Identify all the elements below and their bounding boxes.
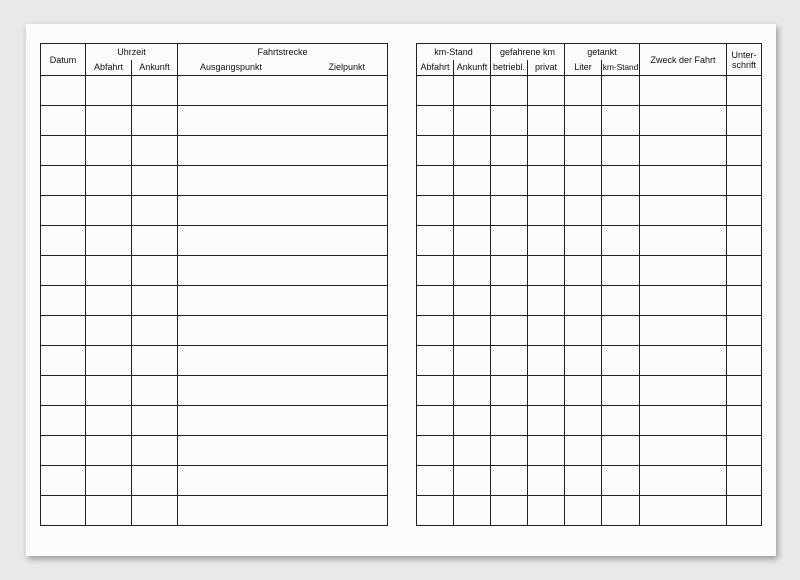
- purpose-cell[interactable]: [640, 166, 727, 196]
- signature-cell[interactable]: [727, 406, 762, 436]
- odometer-end-cell[interactable]: [454, 496, 491, 526]
- fuel-odometer-cell[interactable]: [602, 496, 640, 526]
- route-cell[interactable]: [178, 436, 388, 466]
- arrival-time-cell[interactable]: [132, 196, 178, 226]
- odometer-header: km-Stand: [417, 44, 491, 60]
- date-cell[interactable]: [41, 406, 86, 436]
- private-km-cell[interactable]: [528, 376, 565, 406]
- date-cell[interactable]: [41, 316, 86, 346]
- date-cell[interactable]: [41, 496, 86, 526]
- origin-header: Ausgangspunkt: [178, 60, 283, 76]
- arrival-time-cell[interactable]: [132, 106, 178, 136]
- date-cell[interactable]: [41, 466, 86, 496]
- odometer-start-cell[interactable]: [417, 466, 454, 496]
- date-cell[interactable]: [41, 226, 86, 256]
- right-entry-row: [417, 406, 762, 436]
- arrival-time-cell[interactable]: [132, 256, 178, 286]
- business-km-cell[interactable]: [491, 346, 528, 376]
- route-cell[interactable]: [178, 316, 388, 346]
- purpose-cell[interactable]: [640, 376, 727, 406]
- liters-cell[interactable]: [565, 166, 602, 196]
- purpose-cell[interactable]: [640, 286, 727, 316]
- fuel-odometer-cell[interactable]: [602, 376, 640, 406]
- right-entry-row: [417, 286, 762, 316]
- route-cell[interactable]: [178, 286, 388, 316]
- odometer-start-cell[interactable]: [417, 316, 454, 346]
- date-cell[interactable]: [41, 166, 86, 196]
- route-cell[interactable]: [178, 196, 388, 226]
- fuel-odometer-cell[interactable]: [602, 256, 640, 286]
- signature-cell[interactable]: [727, 436, 762, 466]
- right-entry-row: [417, 436, 762, 466]
- private-km-cell[interactable]: [528, 76, 565, 106]
- liters-cell[interactable]: [565, 226, 602, 256]
- left-entry-row: [41, 226, 388, 256]
- odometer-start-cell[interactable]: [417, 76, 454, 106]
- arrival-time-cell[interactable]: [132, 496, 178, 526]
- signature-cell[interactable]: [727, 106, 762, 136]
- business-km-cell[interactable]: [491, 196, 528, 226]
- odometer-end-cell[interactable]: [454, 106, 491, 136]
- distance-header: gefahrene km: [491, 44, 565, 60]
- liters-cell[interactable]: [565, 106, 602, 136]
- destination-header: Zielpunkt: [283, 60, 388, 76]
- right-entry-row: [417, 76, 762, 106]
- fuel-odometer-cell[interactable]: [602, 226, 640, 256]
- business-km-cell[interactable]: [491, 406, 528, 436]
- arrival-time-cell[interactable]: [132, 286, 178, 316]
- odometer-end-cell[interactable]: [454, 466, 491, 496]
- odometer-start-cell[interactable]: [417, 166, 454, 196]
- right-entry-row: [417, 226, 762, 256]
- route-cell[interactable]: [178, 136, 388, 166]
- signature-cell[interactable]: [727, 376, 762, 406]
- business-km-cell[interactable]: [491, 106, 528, 136]
- private-km-cell[interactable]: [528, 226, 565, 256]
- signature-cell[interactable]: [727, 316, 762, 346]
- departure-time-cell[interactable]: [86, 376, 132, 406]
- liters-cell[interactable]: [565, 376, 602, 406]
- departure-time-cell[interactable]: [86, 136, 132, 166]
- private-km-cell[interactable]: [528, 496, 565, 526]
- odometer-start-cell[interactable]: [417, 496, 454, 526]
- route-cell[interactable]: [178, 496, 388, 526]
- date-cell[interactable]: [41, 136, 86, 166]
- right-entry-row: [417, 256, 762, 286]
- purpose-header: Zweck der Fahrt: [640, 44, 727, 76]
- odometer-start-cell[interactable]: [417, 406, 454, 436]
- signature-cell[interactable]: [727, 136, 762, 166]
- departure-time-cell[interactable]: [86, 196, 132, 226]
- left-entry-row: [41, 316, 388, 346]
- left-entry-row: [41, 196, 388, 226]
- liters-cell[interactable]: [565, 196, 602, 226]
- odometer-end-cell[interactable]: [454, 226, 491, 256]
- purpose-cell[interactable]: [640, 406, 727, 436]
- fuel-header: getankt: [565, 44, 640, 60]
- odometer-end-cell[interactable]: [454, 376, 491, 406]
- liters-cell[interactable]: [565, 316, 602, 346]
- right-entry-row: [417, 196, 762, 226]
- departure-time-cell[interactable]: [86, 496, 132, 526]
- time-header: Uhrzeit: [86, 44, 178, 60]
- logbook-sheet: [26, 24, 776, 556]
- date-cell[interactable]: [41, 346, 86, 376]
- left-entry-row: [41, 466, 388, 496]
- right-entry-row: [417, 496, 762, 526]
- signature-cell[interactable]: [727, 346, 762, 376]
- fuel-odometer-cell[interactable]: [602, 196, 640, 226]
- fuel-odometer-cell[interactable]: [602, 436, 640, 466]
- fuel-odometer-cell[interactable]: [602, 166, 640, 196]
- date-cell[interactable]: [41, 286, 86, 316]
- liters-cell[interactable]: [565, 256, 602, 286]
- odometer-end-cell[interactable]: [454, 136, 491, 166]
- right-entry-row: [417, 166, 762, 196]
- odometer-start-cell[interactable]: [417, 256, 454, 286]
- purpose-cell[interactable]: [640, 196, 727, 226]
- route-cell[interactable]: [178, 406, 388, 436]
- departure-time-cell[interactable]: [86, 286, 132, 316]
- private-km-cell[interactable]: [528, 256, 565, 286]
- signature-cell[interactable]: [727, 226, 762, 256]
- private-km-cell[interactable]: [528, 136, 565, 166]
- route-cell[interactable]: [178, 76, 388, 106]
- purpose-cell[interactable]: [640, 106, 727, 136]
- departure-time-cell[interactable]: [86, 406, 132, 436]
- left-entry-row: [41, 496, 388, 526]
- arrival-time-cell[interactable]: [132, 466, 178, 496]
- fuel-odometer-cell[interactable]: [602, 76, 640, 106]
- departure-time-cell[interactable]: [86, 316, 132, 346]
- left-entry-row: [41, 286, 388, 316]
- date-header: Datum: [41, 44, 86, 76]
- route-cell[interactable]: [178, 346, 388, 376]
- right-entry-row: [417, 316, 762, 346]
- odometer-end-cell[interactable]: [454, 286, 491, 316]
- signature-cell[interactable]: [727, 196, 762, 226]
- right-entry-row: [417, 346, 762, 376]
- arrival-time-cell[interactable]: [132, 436, 178, 466]
- departure-time-cell[interactable]: [86, 226, 132, 256]
- private-km-cell[interactable]: [528, 346, 565, 376]
- business-km-cell[interactable]: [491, 286, 528, 316]
- arrival-time-cell[interactable]: [132, 136, 178, 166]
- fuel-odometer-cell[interactable]: [602, 106, 640, 136]
- odometer-start-cell[interactable]: [417, 286, 454, 316]
- liters-cell[interactable]: [565, 466, 602, 496]
- date-cell[interactable]: [41, 376, 86, 406]
- odometer-start-cell[interactable]: [417, 376, 454, 406]
- left-entry-row: [41, 76, 388, 106]
- signature-cell[interactable]: [727, 256, 762, 286]
- liters-cell[interactable]: [565, 76, 602, 106]
- departure-time-cell[interactable]: [86, 256, 132, 286]
- departure-time-header: Abfahrt: [86, 60, 132, 76]
- left-entry-row: [41, 256, 388, 286]
- private-km-cell[interactable]: [528, 286, 565, 316]
- odometer-start-cell[interactable]: [417, 436, 454, 466]
- left-entry-row: [41, 376, 388, 406]
- purpose-cell[interactable]: [640, 136, 727, 166]
- liters-cell[interactable]: [565, 436, 602, 466]
- purpose-cell[interactable]: [640, 316, 727, 346]
- arrival-time-header: Ankunft: [132, 60, 178, 76]
- left-logbook-table: [40, 43, 388, 526]
- date-cell[interactable]: [41, 436, 86, 466]
- route-cell[interactable]: [178, 466, 388, 496]
- departure-time-cell[interactable]: [86, 346, 132, 376]
- odometer-end-cell[interactable]: [454, 436, 491, 466]
- left-entry-row: [41, 106, 388, 136]
- signature-header-line1: Unter-: [731, 49, 757, 60]
- business-km-cell[interactable]: [491, 436, 528, 466]
- private-km-cell[interactable]: [528, 196, 565, 226]
- odometer-start-cell[interactable]: [417, 196, 454, 226]
- business-km-cell[interactable]: [491, 256, 528, 286]
- signature-cell[interactable]: [727, 166, 762, 196]
- arrival-time-cell[interactable]: [132, 406, 178, 436]
- date-cell[interactable]: [41, 76, 86, 106]
- odometer-end-cell[interactable]: [454, 196, 491, 226]
- fuel-odometer-cell[interactable]: [602, 466, 640, 496]
- business-km-cell[interactable]: [491, 316, 528, 346]
- private-km-cell[interactable]: [528, 406, 565, 436]
- private-km-cell[interactable]: [528, 106, 565, 136]
- odometer-start-cell[interactable]: [417, 136, 454, 166]
- right-entry-row: [417, 376, 762, 406]
- private-km-cell[interactable]: [528, 166, 565, 196]
- arrival-time-cell[interactable]: [132, 226, 178, 256]
- route-cell[interactable]: [178, 256, 388, 286]
- arrival-time-cell[interactable]: [132, 316, 178, 346]
- business-km-cell[interactable]: [491, 466, 528, 496]
- business-km-header: betriebl.: [491, 60, 528, 76]
- route-cell[interactable]: [178, 376, 388, 406]
- fuel-odometer-cell[interactable]: [602, 346, 640, 376]
- liters-cell[interactable]: [565, 406, 602, 436]
- liters-cell[interactable]: [565, 286, 602, 316]
- purpose-cell[interactable]: [640, 76, 727, 106]
- purpose-cell[interactable]: [640, 466, 727, 496]
- purpose-cell[interactable]: [640, 436, 727, 466]
- business-km-cell[interactable]: [491, 166, 528, 196]
- business-km-cell[interactable]: [491, 226, 528, 256]
- route-cell[interactable]: [178, 226, 388, 256]
- odometer-end-cell[interactable]: [454, 346, 491, 376]
- private-km-cell[interactable]: [528, 316, 565, 346]
- arrival-time-cell[interactable]: [132, 166, 178, 196]
- fuel-odometer-cell[interactable]: [602, 316, 640, 346]
- right-entry-row: [417, 136, 762, 166]
- private-km-header: privat: [528, 60, 565, 76]
- signature-cell[interactable]: [727, 496, 762, 526]
- left-entry-row: [41, 136, 388, 166]
- route-header: Fahrtstrecke: [178, 44, 388, 60]
- departure-time-cell[interactable]: [86, 76, 132, 106]
- business-km-cell[interactable]: [491, 376, 528, 406]
- left-entry-row: [41, 166, 388, 196]
- arrival-time-cell[interactable]: [132, 346, 178, 376]
- odometer-end-cell[interactable]: [454, 406, 491, 436]
- departure-time-cell[interactable]: [86, 466, 132, 496]
- business-km-cell[interactable]: [491, 496, 528, 526]
- fuel-odometer-header: km-Stand: [602, 60, 640, 76]
- departure-time-cell[interactable]: [86, 166, 132, 196]
- departure-time-cell[interactable]: [86, 436, 132, 466]
- odometer-end-cell[interactable]: [454, 166, 491, 196]
- liters-header: Liter: [565, 60, 602, 76]
- private-km-cell[interactable]: [528, 436, 565, 466]
- odometer-end-header: Ankunft: [454, 60, 491, 76]
- odometer-end-cell[interactable]: [454, 256, 491, 286]
- left-entry-row: [41, 436, 388, 466]
- arrival-time-cell[interactable]: [132, 376, 178, 406]
- signature-cell[interactable]: [727, 76, 762, 106]
- right-logbook-table: [416, 43, 762, 526]
- signature-cell[interactable]: [727, 466, 762, 496]
- liters-cell[interactable]: [565, 346, 602, 376]
- purpose-cell[interactable]: [640, 496, 727, 526]
- odometer-start-cell[interactable]: [417, 346, 454, 376]
- route-cell[interactable]: [178, 166, 388, 196]
- purpose-cell[interactable]: [640, 346, 727, 376]
- purpose-cell[interactable]: [640, 226, 727, 256]
- business-km-cell[interactable]: [491, 136, 528, 166]
- route-cell[interactable]: [178, 106, 388, 136]
- private-km-cell[interactable]: [528, 466, 565, 496]
- signature-header-line2: schrift: [732, 59, 757, 70]
- signature-header: [727, 44, 762, 76]
- right-entry-row: [417, 106, 762, 136]
- date-cell[interactable]: [41, 106, 86, 136]
- liters-cell[interactable]: [565, 136, 602, 166]
- odometer-start-header: Abfahrt: [417, 60, 454, 76]
- date-cell[interactable]: [41, 196, 86, 226]
- date-cell[interactable]: [41, 256, 86, 286]
- left-entry-row: [41, 346, 388, 376]
- departure-time-cell[interactable]: [86, 106, 132, 136]
- fuel-odometer-cell[interactable]: [602, 136, 640, 166]
- odometer-end-cell[interactable]: [454, 316, 491, 346]
- arrival-time-cell[interactable]: [132, 76, 178, 106]
- odometer-start-cell[interactable]: [417, 226, 454, 256]
- odometer-end-cell[interactable]: [454, 76, 491, 106]
- odometer-start-cell[interactable]: [417, 106, 454, 136]
- fuel-odometer-cell[interactable]: [602, 286, 640, 316]
- liters-cell[interactable]: [565, 496, 602, 526]
- right-entry-row: [417, 466, 762, 496]
- purpose-cell[interactable]: [640, 256, 727, 286]
- business-km-cell[interactable]: [491, 76, 528, 106]
- left-entry-row: [41, 406, 388, 436]
- signature-cell[interactable]: [727, 286, 762, 316]
- fuel-odometer-cell[interactable]: [602, 406, 640, 436]
